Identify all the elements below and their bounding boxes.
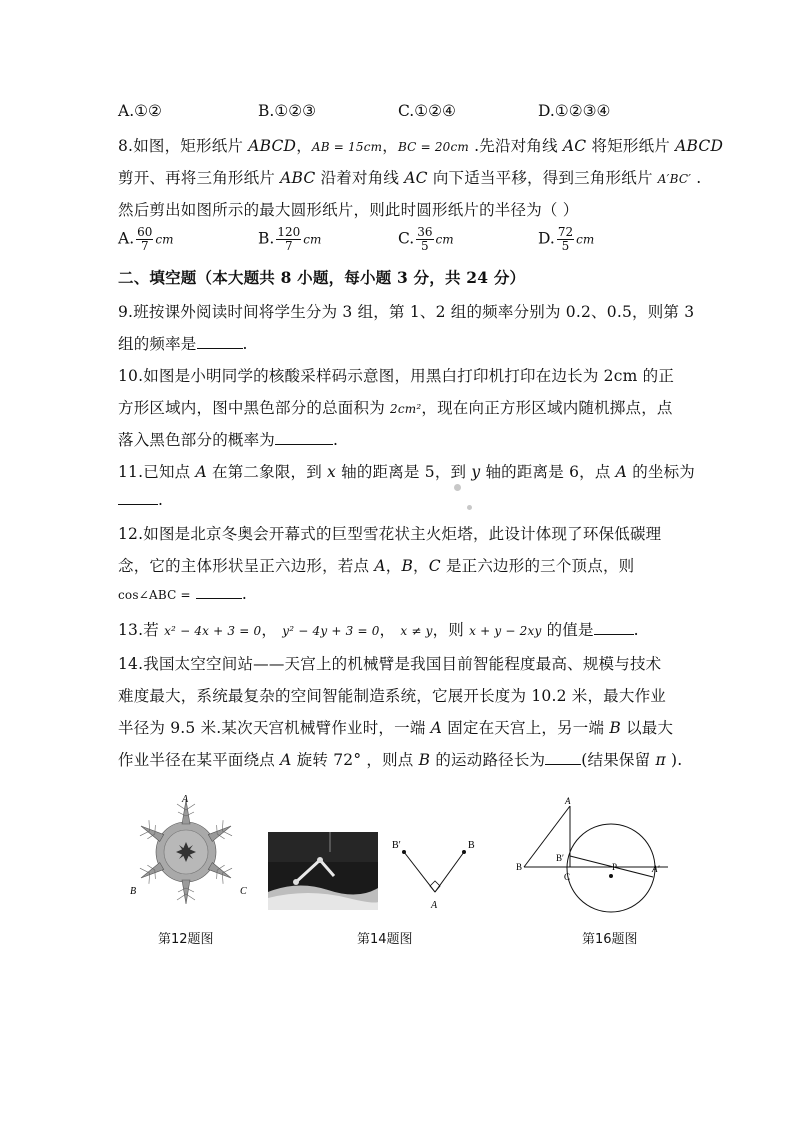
q13-answer-blank[interactable] <box>594 620 634 635</box>
q14-line-2: 难度最大，系统最复杂的空间智能制造系统，它展开长度为 10.2 米，最大作业 <box>118 687 666 705</box>
fig16-diagram <box>512 796 672 916</box>
q9-line-1: 9.班按课外阅读时间将学生分为 3 组，第 1、2 组的频率分别为 0.2、0.5，则第 3 <box>118 303 695 321</box>
q7-option-a: A.①② <box>118 102 162 120</box>
fig12-snowflake <box>128 790 248 920</box>
fig14-label-a: A <box>431 900 438 911</box>
q8-line-1: 8.如图，矩形纸片 ABCD，AB = 15cm，BC = 20cm .先沿对角线 AC 将矩形纸片 ABCD <box>118 137 724 155</box>
fig12-caption: 第12题图 <box>158 932 214 947</box>
fig14-label-b: B <box>468 840 475 851</box>
fig16-label-b1: B′ <box>556 853 564 863</box>
fig12-label-c: C <box>240 886 247 897</box>
q14-line-1: 14.我国太空空间站——天宫上的机械臂是我国目前智能程度最高、规模与技术 <box>118 655 662 673</box>
fig16-label-a1: A′ <box>652 864 660 874</box>
q9-answer-blank[interactable] <box>197 334 243 349</box>
section-2-heading: 二、填空题（本大题共 8 小题，每小题 3 分，共 24 分） <box>118 268 526 287</box>
q12-line-1: 12.如图是北京冬奥会开幕式的巨型雪花状主火炬塔，此设计体现了环保低碳理 <box>118 525 662 543</box>
q8-line-3: 然后剪出如图所示的最大圆形纸片，则此时圆形纸片的半径为（ ） <box>118 201 579 219</box>
fig12-label-a: A <box>182 794 189 805</box>
q12-line-3: cos∠ABC = . <box>118 585 247 603</box>
q12-line-2: 念，它的主体形状呈正六边形，若点 A，B，C 是正六边形的三个顶点，则 <box>118 557 635 575</box>
fig16-caption: 第16题图 <box>582 932 638 947</box>
q8-option-d: D. $\frac{72}{5}$ cm <box>538 225 595 253</box>
q10-line-2: 方形区域内，图中黑色部分的总面积为 2cm²，现在向正方形区域内随机掷点，点 <box>118 399 673 417</box>
q7-option-d: D.①②③④ <box>538 102 611 120</box>
q14-answer-blank[interactable] <box>545 750 581 765</box>
fig14-photo <box>268 832 378 910</box>
q12-answer-blank[interactable] <box>196 584 242 599</box>
q7-option-b: B.①②③ <box>258 102 317 120</box>
q8-option-a: A. $\frac{60}{7}$ cm <box>118 225 174 253</box>
fig16-label-b: B <box>516 862 523 872</box>
fig14-label-b1: B′ <box>392 840 401 851</box>
fig14-caption: 第14题图 <box>357 932 413 947</box>
q11-line-2: . <box>118 490 163 509</box>
fig12-label-b: B <box>130 886 137 897</box>
q14-line-4: 作业半径在某平面绕点 A 旋转 72° ，则点 B 的运动路径长为 (结果保留 π ). <box>118 751 683 769</box>
q14-line-3: 半径为 9.5 米.某次天宫机械臂作业时，一端 A 固定在天宫上，另一端 B 以最大 <box>118 719 674 737</box>
q8-line-2: 剪开、再将三角形纸片 ABC 沿着对角线 AC 向下适当平移，得到三角形纸片 A′BC′ . <box>118 169 702 187</box>
fig16-label-p: P <box>612 862 618 872</box>
q8-option-c: C. $\frac{36}{5}$ cm <box>398 225 454 253</box>
q10-line-1: 10.如图是小明同学的核酸采样码示意图，用黑白打印机打印在边长为 2cm 的正 <box>118 367 675 385</box>
fig16-label-a: A <box>565 796 571 806</box>
q11-answer-blank[interactable] <box>118 490 158 505</box>
q11-line-1: 11.已知点 A 在第二象限，到 x 轴的距离是 5，到 y 轴的距离是 6，点 A 的坐标为 <box>118 463 695 481</box>
fig16-label-c: C <box>564 872 571 882</box>
q10-line-3: 落入黑色部分的概率为 . <box>118 431 339 449</box>
q10-answer-blank[interactable] <box>275 430 333 445</box>
q7-option-c: C.①②④ <box>398 102 456 120</box>
fig14-angle-diagram <box>390 836 480 914</box>
q13-line: 13.若 x² − 4x + 3 = 0， y² − 4y + 3 = 0， x ≠ y，则 x + y − 2xy 的值是 . <box>118 621 639 639</box>
q8-option-b: B. $\frac{120}{7}$ cm <box>258 225 322 253</box>
q9-line-2: 组的频率是 . <box>118 335 248 353</box>
watermark-dot <box>454 484 461 491</box>
snowflake-arm <box>177 880 195 904</box>
watermark-dot <box>467 505 472 510</box>
